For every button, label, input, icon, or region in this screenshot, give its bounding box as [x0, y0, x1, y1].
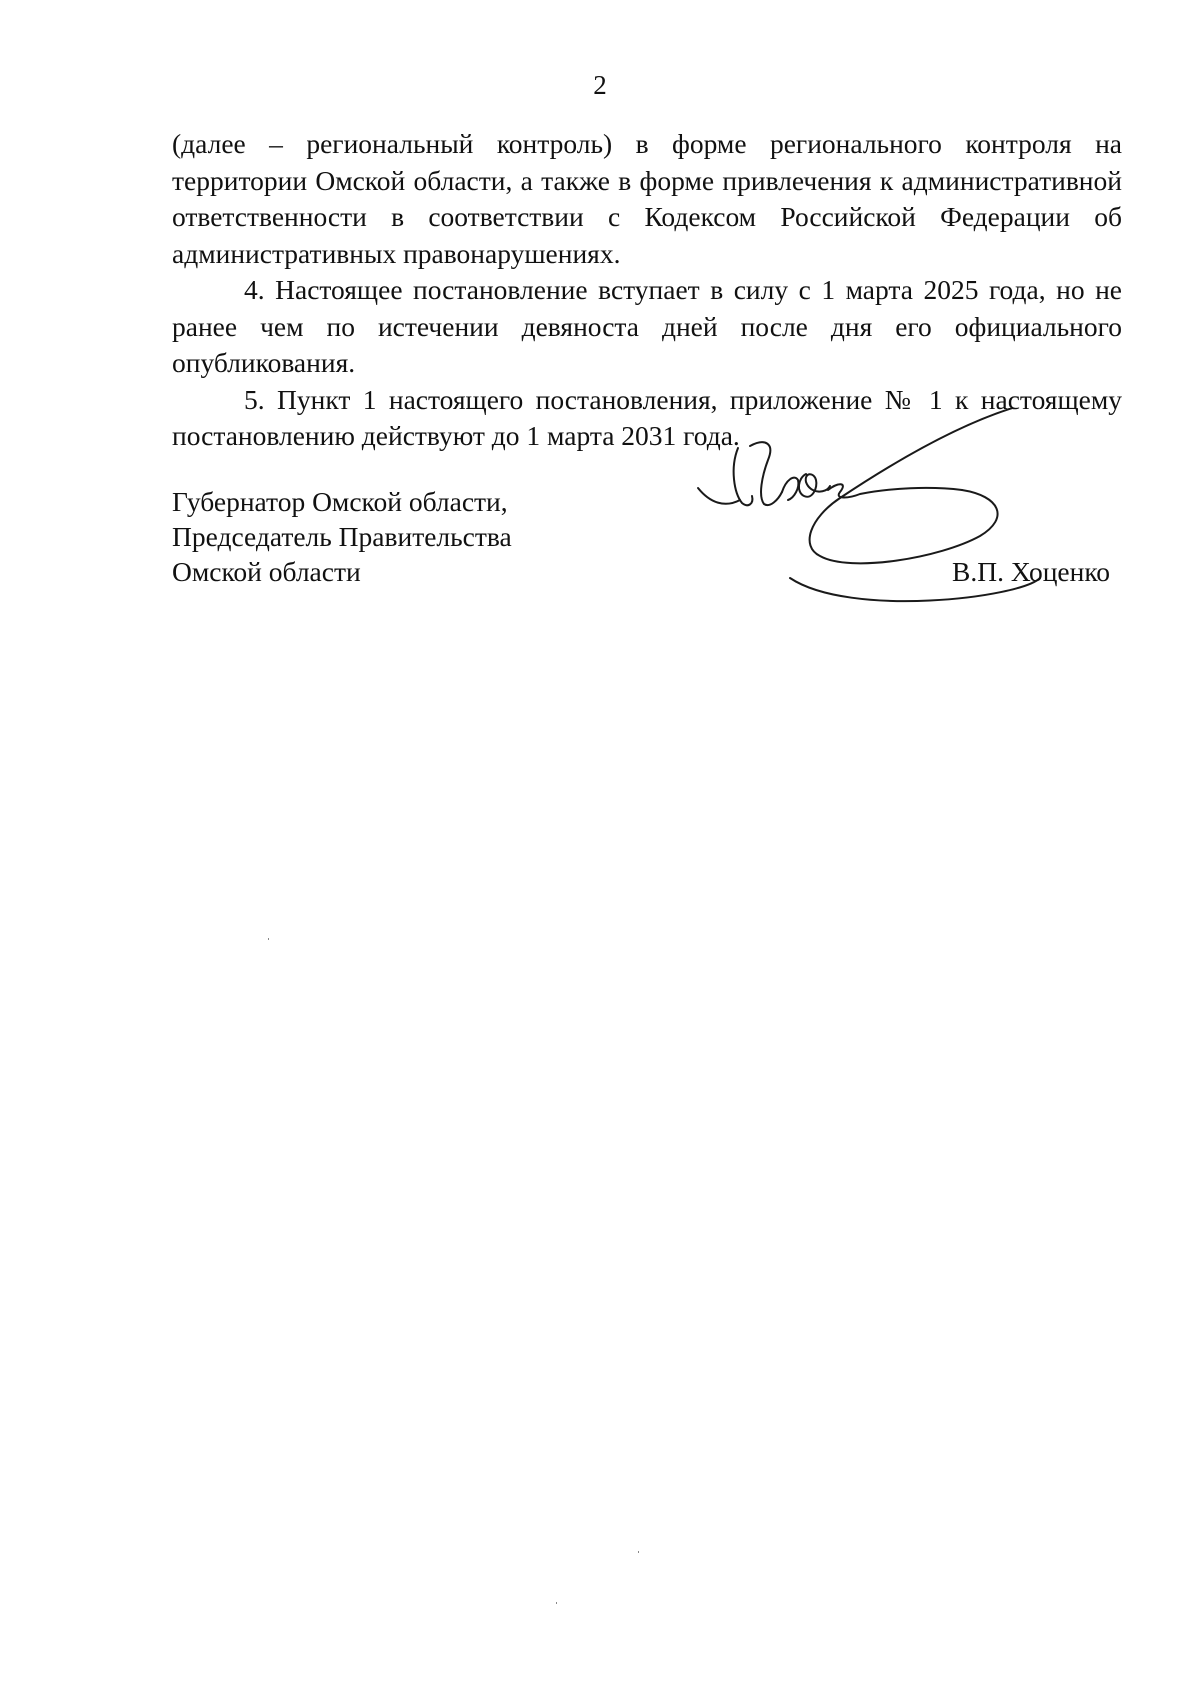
signatory-position-line: Омской области [172, 556, 361, 587]
paragraph-item-5: 5. Пункт 1 настоящего постановления, приложение № 1 к настоящему постановлению действуют до 1 марта 2031 года. [172, 383, 1122, 451]
signatory-position-line: Губернатор Омской области, [172, 486, 508, 517]
signatory-position [172, 484, 512, 589]
signatory-position-line: Председатель Правительства [172, 521, 512, 552]
paragraph-continuation: (далее – региональный контроль) в форме регионального контроля на территории Омской области, а также в форме привлечения к административной ответственности в соответствии с Кодексом Российской Федерации об административных правонарушениях. [172, 128, 1122, 269]
paragraph-item-4: 4. Настоящее постановление вступает в силу с 1 марта 2025 года, но не ранее чем по истечении девяноста дней после дня его официального опубликования. [172, 274, 1122, 378]
page-number: 2 [593, 70, 607, 100]
signatory-name: В.П. Хоценко [952, 556, 1111, 587]
scan-speck [268, 938, 269, 940]
scan-speck [556, 1602, 557, 1604]
document-body [172, 126, 1122, 455]
scan-speck [638, 1551, 639, 1553]
